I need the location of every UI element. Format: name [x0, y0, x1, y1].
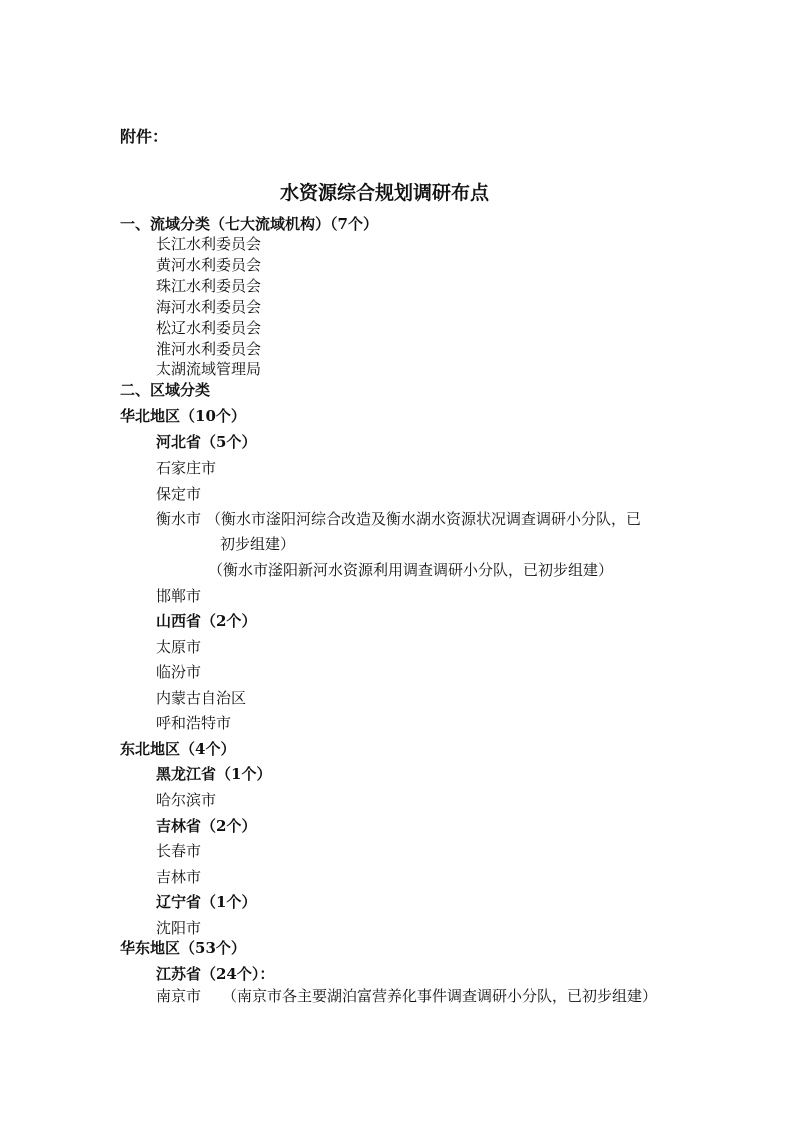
list-item: 邯郸市 [156, 587, 202, 605]
list-item: 石家庄市 [156, 459, 217, 477]
list-item: 临汾市 [156, 663, 202, 681]
attachment-label: 附件： [120, 127, 169, 146]
list-item: 吉林市 [156, 868, 202, 886]
city-note: （南京市各主要湖泊富营养化事件调查调研小分队，已初步组建） [222, 987, 658, 1005]
list-item: 太湖流域管理局 [156, 360, 262, 378]
city-note: （衡水市滏阳新河水资源利用调查调研小分队，已初步组建） [208, 561, 614, 579]
list-item: 衡水市 [156, 510, 202, 528]
region-heading-northeast: 东北地区（4个） [120, 740, 236, 758]
province-heading-heilongjiang: 黑龙江省（1个） [156, 765, 272, 783]
region-heading-east-china: 华东地区（53个） [120, 939, 246, 957]
province-heading-jiangsu: 江苏省（24个）： [156, 965, 275, 983]
list-item: 太原市 [156, 638, 202, 656]
list-item: 长江水利委员会 [156, 235, 262, 253]
section-heading-basin: 一、流域分类（七大流域机构）（7个） [120, 215, 378, 233]
region-heading-north-china: 华北地区（10个） [120, 407, 246, 425]
list-item: 淮河水利委员会 [156, 340, 262, 358]
list-item: 海河水利委员会 [156, 298, 262, 316]
province-heading-hebei: 河北省（5个） [156, 433, 257, 451]
list-item: 内蒙古自治区 [156, 689, 247, 707]
section-heading-region: 二、区域分类 [120, 381, 211, 399]
list-item: 保定市 [156, 485, 202, 503]
list-item: 南京市 [156, 987, 202, 1005]
province-heading-jilin: 吉林省（2个） [156, 817, 257, 835]
list-item: 沈阳市 [156, 919, 202, 937]
list-item: 长春市 [156, 842, 202, 860]
list-item: 呼和浩特市 [156, 714, 232, 732]
list-item: 珠江水利委员会 [156, 277, 262, 295]
list-item: 哈尔滨市 [156, 791, 217, 809]
province-heading-liaoning: 辽宁省（1个） [156, 893, 257, 911]
list-item: 黄河水利委员会 [156, 256, 262, 274]
city-note: 初步组建） [220, 535, 296, 553]
city-note: （衡水市滏阳河综合改造及衡水湖水资源状况调查调研小分队，已 [206, 510, 642, 528]
province-heading-shanxi: 山西省（2个） [156, 612, 257, 630]
page-title: 水资源综合规划调研布点 [280, 182, 490, 204]
list-item: 松辽水利委员会 [156, 319, 262, 337]
